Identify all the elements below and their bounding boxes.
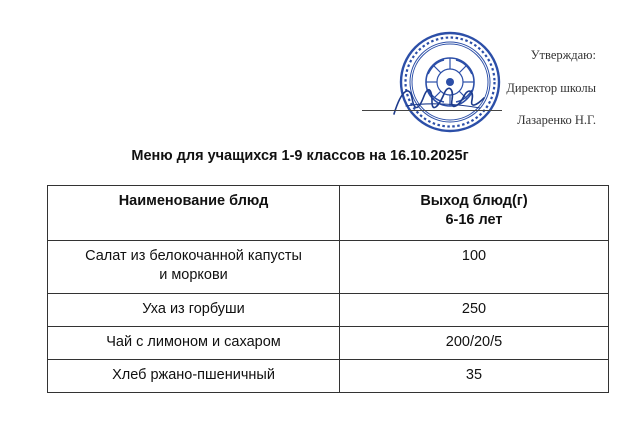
dish-cell: Чай с лимоном и сахаром: [48, 327, 340, 360]
page-title: Меню для учащихся 1-9 классов на 16.10.2025г: [131, 148, 469, 164]
menu-table: [47, 185, 609, 393]
table-row: [48, 241, 609, 294]
dish-cell: [48, 241, 340, 294]
approval-block: [396, 40, 596, 136]
yield-cell: 35: [340, 360, 609, 393]
header-yield-line1: Выход блюд(г): [420, 193, 528, 209]
yield-cell: 250: [340, 294, 609, 327]
header-yield: [340, 186, 609, 241]
yield-cell: 100: [340, 241, 609, 294]
header-yield-line2: 6-16 лет: [445, 212, 503, 228]
yield-cell: 200/20/5: [340, 327, 609, 360]
header-dish: Наименование блюд: [48, 186, 340, 241]
approval-heading: Утверждаю:: [530, 48, 596, 62]
approval-name: Лазаренко Н.Г.: [517, 113, 596, 127]
table-row: [48, 327, 609, 360]
dish-cell: Уха из горбуши: [48, 294, 340, 327]
table-header-row: [48, 186, 609, 241]
dish-cell: Хлеб ржано-пшеничный: [48, 360, 340, 393]
dish-name-line1: Салат из белокочанной капусты: [85, 248, 302, 264]
table-row: [48, 360, 609, 393]
approval-role: Директор школы: [506, 81, 596, 95]
table-row: [48, 294, 609, 327]
dish-name-line2: и моркови: [159, 267, 228, 283]
